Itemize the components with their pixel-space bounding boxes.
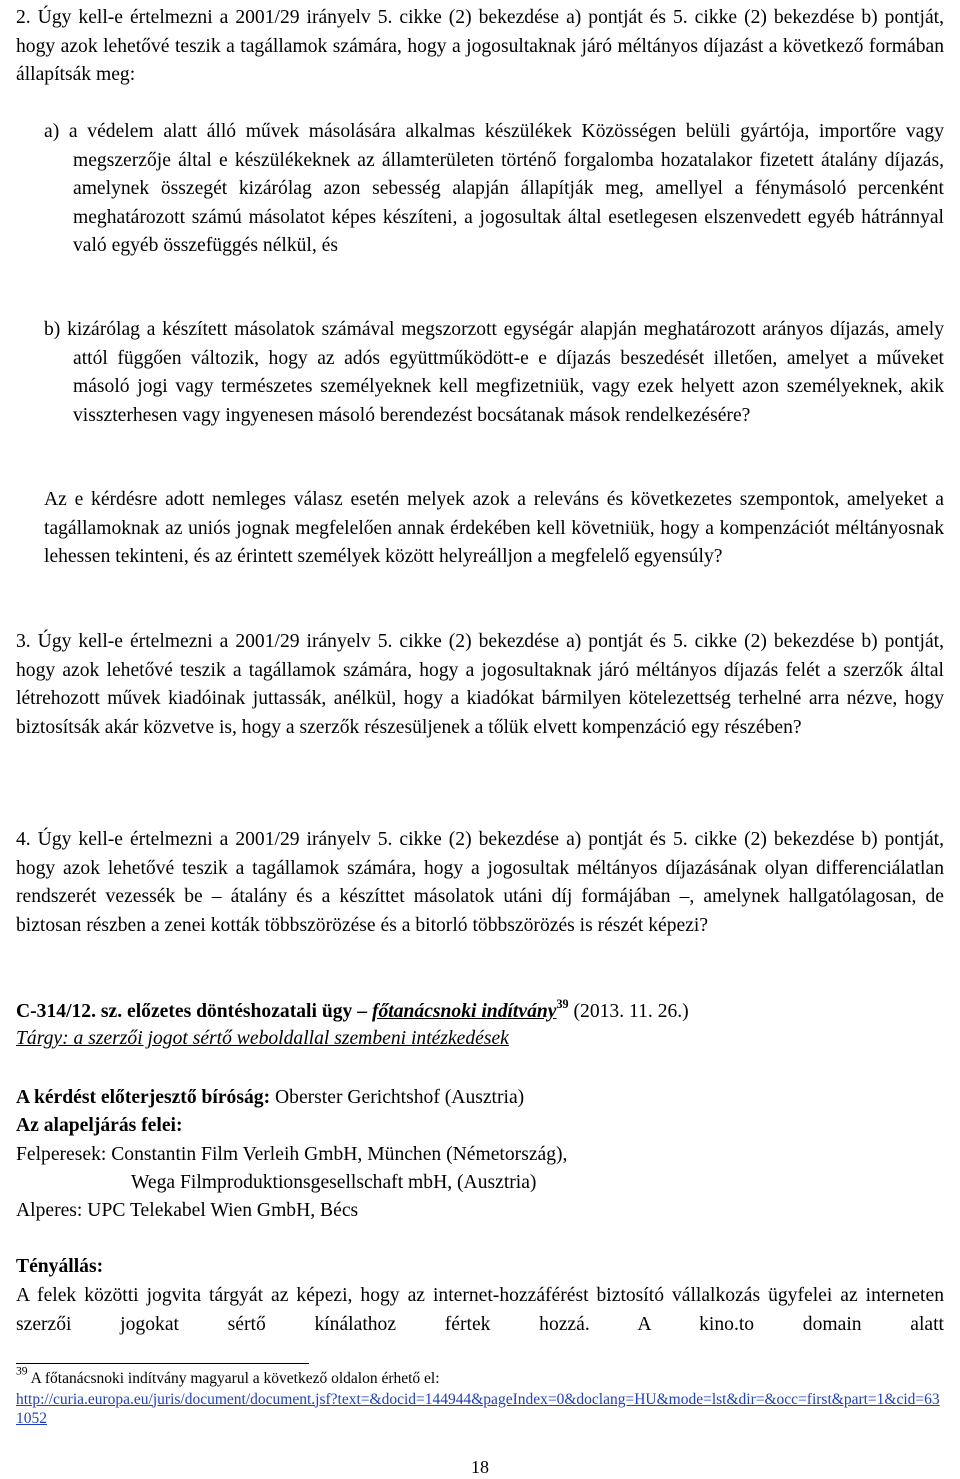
- case-kind: főtanácsnoki indítvány: [371, 1001, 557, 1022]
- plaintiff-2: Wega Filmproduktionsgesellschaft mbH, (Ausztria): [131, 1172, 537, 1193]
- footnote-number: 39: [16, 1364, 28, 1378]
- plaintiffs-line: [16, 1141, 944, 1170]
- case-subject: [16, 1025, 944, 1054]
- referring-court-value: Oberster Gerichtshof (Ausztria): [275, 1087, 525, 1108]
- defendant-value: UPC Telekabel Wien GmbH, Bécs: [87, 1200, 359, 1221]
- parties-heading-text: Az alapeljárás felei:: [16, 1115, 183, 1136]
- referring-court: [16, 1084, 944, 1113]
- footnote: [16, 1364, 946, 1429]
- question-4: 4. Úgy kell-e értelmezni a 2001/29 irányelv 5. cikke (2) bekezdése a) pontját és 5. cikke (2) bekezdése b) pontját, hogy azok lehetővé teszik a tagállamok számára, hogy a jogosultak méltányos díjazásának olyan differenciálatlan rendszerét vezessék be – átalány és a készíttet másolatok utáni díj formájában –, amelynek hallgatólagosan, de biztosan részben a zenei kották többszörözése és a bitorló többszörözés is részét képezi?: [16, 829, 944, 936]
- negative-answer-question: Az e kérdésre adott nemleges válasz esetén melyek azok a releváns és következetes szempontok, amelyeket a tagállamoknak az uniós jognak megfelelően annak érdekében kell követniük, hogy a kompenzációt méltányosnak lehessen tekinteni, és az érintett személyek között helyreálljon a megfelelő egyensúly?: [44, 489, 944, 568]
- case-title: [16, 998, 944, 1027]
- plaintiffs-label: Felperesek:: [16, 1144, 107, 1165]
- footnote-link[interactable]: http://curia.europa.eu/juris/document/document.jsf?text=&docid=144944&pageIndex=0&doclang=HU&mode=lst&dir=&occ=first&part=1&cid=631052: [16, 1390, 940, 1427]
- defendant-line: [16, 1197, 944, 1226]
- footnote-reference: 39: [556, 996, 569, 1011]
- defendant-label: Alperes:: [16, 1200, 83, 1221]
- facts-heading-text: Tényállás:: [16, 1256, 104, 1277]
- footnote-separator: [16, 1363, 309, 1364]
- question-3: 3. Úgy kell-e értelmezni a 2001/29 irányelv 5. cikke (2) bekezdése a) pontját és 5. cikke (2) bekezdése b) pontját, hogy azok lehetővé teszik a tagállamok számára, hogy a jogosultaknak járó méltányos díjazás felét a szerzők által létrehozott művek kiadóinak juttassák, anélkül, hogy a kiadókat bármilyen kötelezettség terhelné arra nézve, hogy biztosítsák akár közvetve is, hogy a szerzők részesüljenek a tőlük elvett kompenzáció egy részében?: [16, 631, 944, 738]
- page-number: 18: [471, 1457, 489, 1477]
- case-dash: –: [357, 1001, 368, 1022]
- case-number: C-314/12. sz. előzetes döntéshozatali ügy: [16, 1001, 353, 1022]
- plaintiff-1: Constantin Film Verleih GmbH, München (Németország),: [111, 1144, 568, 1165]
- facts-heading: [16, 1253, 944, 1282]
- parties-heading: [16, 1112, 944, 1141]
- case-subject-text: Tárgy: a szerzői jogot sértő weboldallal szembeni intézkedések: [16, 1028, 509, 1049]
- question-2-intro: 2. Úgy kell-e értelmezni a 2001/29 irányelv 5. cikke (2) bekezdése a) pontját és 5. cikke (2) bekezdése b) pontját, hogy azok lehetővé teszik a tagállamok számára, hogy a jogosultaknak járó méltányos díjazást a következő formában állapítsák meg:: [16, 7, 944, 86]
- case-date: (2013. 11. 26.): [573, 1001, 689, 1022]
- footnote-text: A főtanácsnoki indítvány magyarul a következő oldalon érhető el:: [30, 1370, 440, 1387]
- question-2-option-b: b) kizárólag a készített másolatok számával megszorzott egységár alapján meghatározott arányos díjazás, amely attól függően változik, hogy az adós együttműködött-e e díjazás beszedését illetően, amelyet a műveket másoló jogi vagy természetes személyeknek kell megfizetniük, vagy ezek helyett azon személyeknek, akik visszterhesen vagy ingyenesen másoló berendezést bocsátanak mások rendelkezésére?: [44, 319, 944, 426]
- question-2-option-a: a) a védelem alatt álló művek másolására alkalmas készülékek Közösségen belüli gyártója, importőre vagy megszerzője által e készülékeknek az államterületen történő forgalomba hozatalakor fizetett átalány díjazás, amelynek összegét kizárólag azon sebesség alapján állapítják meg, amellyel a fénymásoló percenként meghatározott számú másolatot képes készíteni, a jogosultak által esetlegesen elszenvedett egyéb hátránnyal való egyéb összefüggés nélkül, és: [44, 121, 944, 257]
- referring-court-label: A kérdést előterjesztő bíróság:: [16, 1087, 271, 1108]
- facts-text: A felek közötti jogvita tárgyát az képezi, hogy az internet-hozzáférést biztosító vállalkozás ügyfelei az interneten szerzői jogokat sértő kínálathoz fértek hozzá. A kino.to domain alatt: [16, 1285, 944, 1335]
